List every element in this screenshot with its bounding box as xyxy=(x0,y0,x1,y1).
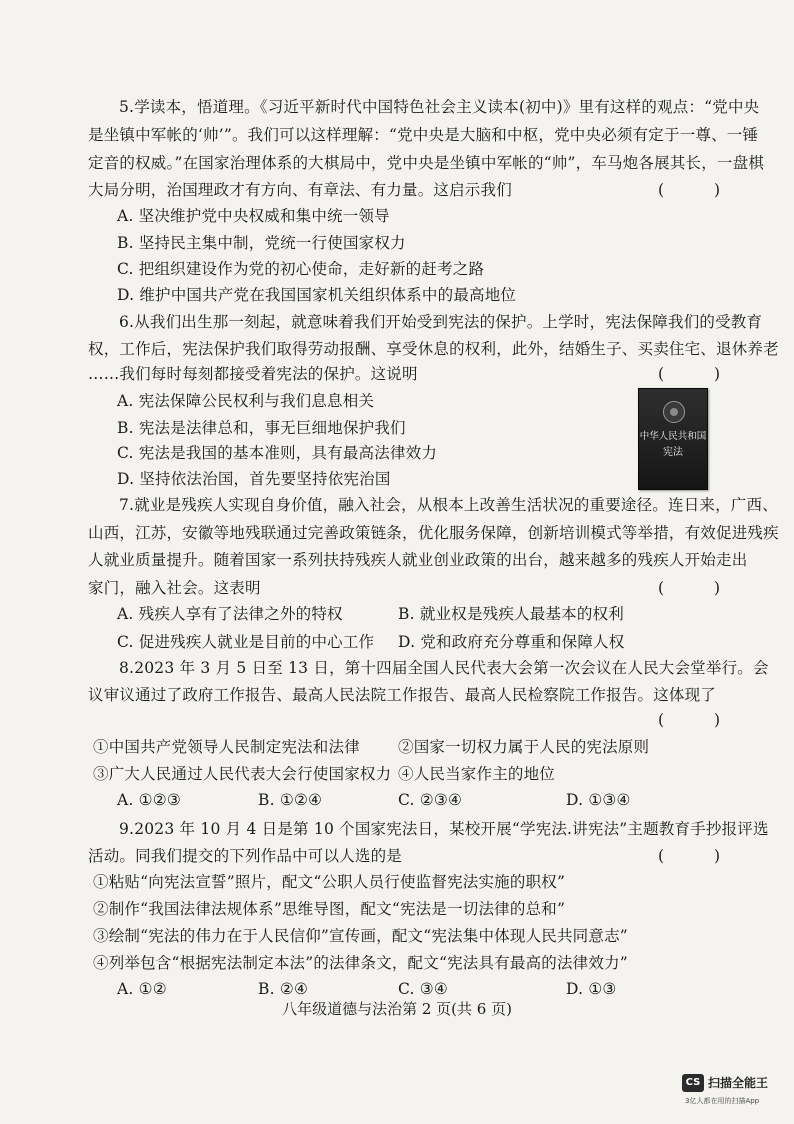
q7-option-c: C. 促进残疾人就业是目前的中心工作 xyxy=(117,633,375,651)
q9-line-2: 活动。同我们提交的下列作品中可以人选的是 xyxy=(88,847,403,865)
q8-option-b: B. ①②④ xyxy=(258,791,323,809)
watermark-subtitle: 3亿人都在用的扫描App xyxy=(685,1097,760,1105)
q9-line-1: 9.2023 年 10 月 4 日是第 10 个国家宪法日，某校开展“学宪法.讲宪法”主题教育手抄报评选 xyxy=(119,820,769,838)
q7-line-4: 家门，融入社会。这表明 xyxy=(88,579,261,597)
camscanner-logo-icon: CS xyxy=(682,1074,704,1092)
q5-line-1: 5.学读本，悟道理。《习近平新时代中国特色社会主义读本(初中)》里有这样的观点：“党中央 xyxy=(119,98,760,116)
q6-option-c: C. 宪法是我国的基本准则，具有最高法律效力 xyxy=(117,444,438,462)
constitution-book-image xyxy=(638,388,708,490)
q7-line-3: 人就业质量提升。随着国家一系列扶持残疾人就业创业政策的出台，越来越多的残疾人开始走出 xyxy=(88,551,748,569)
q6-line-3: ……我们每时每刻都接受着宪法的保护。这说明 xyxy=(88,365,418,383)
national-emblem-icon xyxy=(663,401,685,423)
q9-statement-1: ①粘贴“向宪法宣誓”照片，配文“公职人员行使监督宪法实施的职权” xyxy=(93,873,566,891)
q6-option-d: D. 坚持依法治国，首先要坚持依宪治国 xyxy=(117,470,391,488)
q9-statement-3: ③绘制“宪法的伟力在于人民信仰”宣传画，配文“宪法集中体现人民共同意志” xyxy=(93,927,628,945)
q5-line-3: 定音的权威。”在国家治理体系的大棋局中，党中央是坐镇中军帐的“帅”，车马炮各展其长，一盘棋 xyxy=(88,154,765,172)
q9-statement-4: ④列举包含“根据宪法制定本法”的法律条文，配文“宪法具有最高的法律效力” xyxy=(93,954,628,972)
q5-option-c: C. 把组织建设作为党的初心使命，走好新的赶考之路 xyxy=(117,260,485,278)
q9-statement-2: ②制作“我国法律法规体系”思维导图，配文“宪法是一切法律的总和” xyxy=(93,900,566,918)
q9-option-a: A. ①② xyxy=(117,980,167,998)
q8-line-2: 议审议通过了政府工作报告、最高人民法院工作报告、最高人民检察院工作报告。这体现了 xyxy=(88,686,717,704)
q9-option-b: B. ②④ xyxy=(258,980,309,998)
q5-line-2: 是坐镇中军帐的‘帅’”。我们可以这样理解：“党中央是大脑和中枢，党中央必须有定于一尊、一锤 xyxy=(88,126,759,144)
q8-option-c: C. ②③④ xyxy=(398,791,463,809)
book-subtitle: 宪法 xyxy=(663,447,683,458)
watermark-title: 扫描全能王 xyxy=(708,1076,769,1090)
q9-option-d: D. ①③ xyxy=(566,980,617,998)
q7-option-d: D. 党和政府充分尊重和保障人权 xyxy=(398,633,625,651)
q8-statement-3: ③广大人民通过人民代表大会行使国家权力 xyxy=(93,765,392,783)
q9-option-c: C. ③④ xyxy=(398,980,448,998)
q6-line-2: 权，工作后，宪法保护我们取得劳动报酬、享受休息的权利，此外，结婚生子、买卖住宅、退休养老 xyxy=(88,340,779,358)
q8-line-1: 8.2023 年 3 月 5 日至 13 日，第十四届全国人民代表大会第一次会议在人民大会堂举行。会 xyxy=(119,659,769,677)
q8-statement-4: ④人民当家作主的地位 xyxy=(398,765,556,783)
q6-line-1: 6.从我们出生那一刻起，就意味着我们开始受到宪法的保护。上学时，宪法保障我们的受教育 xyxy=(119,313,763,331)
page-footer: 八年级道德与法治第 2 页(共 6 页) xyxy=(282,1000,512,1018)
q8-statement-1: ①中国共产党领导人民制定宪法和法律 xyxy=(93,738,360,756)
q5-line-4: 大局分明，治国理政才有方向、有章法、有力量。这启示我们 xyxy=(88,181,512,199)
q7-line-1: 7.就业是残疾人实现自身价值，融入社会，从根本上改善生活状况的重要途径。连日来，广西、 xyxy=(119,496,778,514)
q5-option-a: A. 坚决维护党中央权威和集中统一领导 xyxy=(117,207,390,225)
q8-statement-2: ②国家一切权力属于人民的宪法原则 xyxy=(398,738,650,756)
q7-option-b: B. 就业权是残疾人最基本的权利 xyxy=(398,605,624,623)
q7-option-a: A. 残疾人享有了法律之外的特权 xyxy=(117,605,343,623)
q5-option-b: B. 坚持民主集中制，党统一行使国家权力 xyxy=(117,234,406,252)
q6-option-b: B. 宪法是法律总和，事无巨细地保护我们 xyxy=(117,419,406,437)
q8-option-a: A. ①②③ xyxy=(117,791,181,809)
q6-option-a: A. 宪法保障公民权利与我们息息相关 xyxy=(117,392,375,410)
q8-option-d: D. ①③④ xyxy=(566,791,631,809)
exam-page: 5.学读本，悟道理。《习近平新时代中国特色社会主义读本(初中)》里有这样的观点：“党中央 是坐镇中军帐的‘帅’”。我们可以这样理解：“党中央是大脑和中枢，党中央必须有定于一尊、一锤 定音的权威。”在国家治理体系的大棋局中，党中央是坐镇中军帐的“帅”，车马炮各展其长，一盘棋 大局分明，治国理政才有方向、有章法、有力量。这启示我们 ( ) A. 坚决维护党中央权威和集中统一领导 B. 坚持民主集中制，党统一行使国家权力 C. 把组织建设作为党的初心使命，走好新的赶考之路 D. 维护中国共产党在我国国家机关组织体系中的最高地位 6.从我们出生那一刻起，就意味着我们开始受到宪法的保护。上学时，宪法保障我们的受教育 权，工作后，宪法保护我们取得劳动报酬、享受休息的权利，此外，结婚生子、买卖住宅、退休养老 ……我们每时每刻都接受着宪法的保护。这说明 ( ) A. 宪法保障公民权利与我们息息相关 B. 宪法是法律总和，事无巨细地保护我们 C. 宪法是我国的基本准则，具有最高法律效力 D. 坚持依法治国，首先要坚持依宪治国 中华人民共和国 宪法 7.就业是残疾人实现自身价值，融入社会，从根本上改善生活状况的重要途径。连日来，广西、 山西，江苏，安徽等地残联通过完善政策链条，优化服务保障，创新培训模式等举措，有效促进残疾 人就业质量提升。随着国家一系列扶持残疾人就业创业政策的出台，越来越多的残疾人开始走出 家门，融入社会。这表明 ( ) A. 残疾人享有了法律之外的特权 B. 就业权是残疾人最基本的权利 C. 促进残疾人就业是目前的中心工作 D. 党和政府充分尊重和保障人权 8.2023 年 3 月 5 日至 13 日，第十四届全国人民代表大会第一次会议在人民大会堂举行。会 议审议通过了政府工作报告、最高人民法院工作报告、最高人民检察院工作报告。这体现了 ( ) ①中国共产党领导人民制定宪法和法律 ②国家一切权力属于人民的宪法原则 ③广大人民通过人民代表大会行使国家权力 ④人民当家作主的地位 A. ①②③ B. ①②④ C. ②③④ D. ①③④ 9.2023 年 10 月 4 日是第 10 个国家宪法日，某校开展“学宪法.讲宪法”主题教育手抄报评选 活动。同我们提交的下列作品中可以人选的是 ( ) ①粘贴“向宪法宣誓”照片，配文“公职人员行使监督宪法实施的职权” ②制作“我国法律法规体系”思维导图，配文“宪法是一切法律的总和” ③绘制“宪法的伟力在于人民信仰”宣传画，配文“宪法集中体现人民共同意志” ④列举包含“根据宪法制定本法”的法律条文，配文“宪法具有最高的法律效力” A. ①② B. ②④ C. ③④ D. ①③ 八年级道德与法治第 2 页(共 6 页) CS 扫描全能王 3亿人都在用的扫描App xyxy=(0,0,794,1124)
q7-line-2: 山西，江苏，安徽等地残联通过完善政策链条，优化服务保障，创新培训模式等举措，有效促进残疾 xyxy=(88,524,779,542)
book-title: 中华人民共和国 xyxy=(639,431,707,442)
q5-option-d: D. 维护中国共产党在我国国家机关组织体系中的最高地位 xyxy=(117,286,517,304)
